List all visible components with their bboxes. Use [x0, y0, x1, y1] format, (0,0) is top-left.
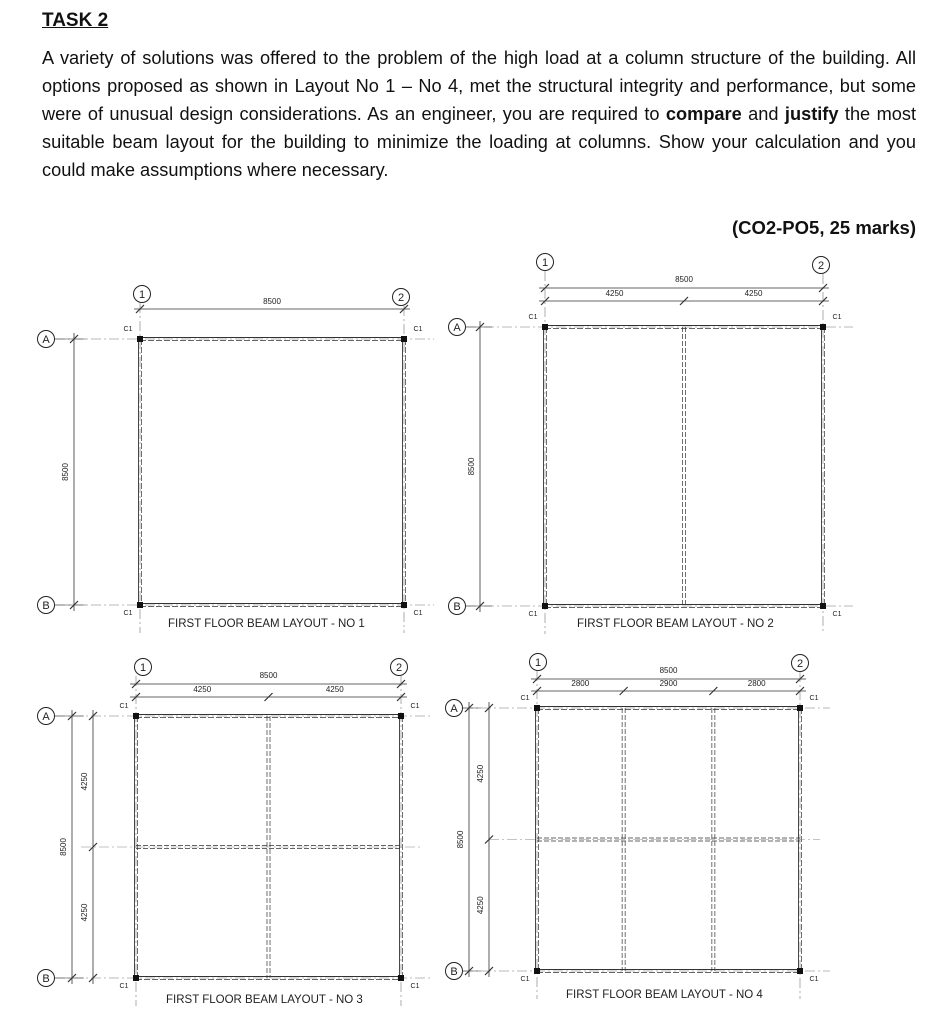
layout-3-span-height-label-1: 4250: [80, 772, 89, 791]
layout-2-overall-height-label: 8500: [467, 457, 476, 476]
layout-4-grid-bubble-1-label: 1: [534, 657, 542, 669]
layout-3-grid-bubble-b-label: B: [42, 973, 50, 985]
keyword-compare: compare: [665, 104, 742, 124]
layout-1-grid-bubble-2-label: 2: [397, 292, 405, 304]
layout-4-column-label-bottom-right: C1: [809, 976, 819, 983]
layout-4-caption: FIRST FLOOR BEAM LAYOUT - NO 4: [566, 989, 763, 1001]
layout-1-column: [137, 602, 143, 608]
layout-2-column-label-bottom-right: C1: [832, 611, 842, 618]
layout-3-column-label-top-left: C1: [119, 703, 129, 710]
layout-3-overall-width-label: 8500: [259, 671, 278, 680]
layout-2-column: [542, 324, 548, 330]
layout-2-column-label-top-right: C1: [832, 314, 842, 321]
layout-4-grid-bubble-a-label: A: [450, 703, 458, 715]
layout-4-column: [534, 705, 540, 711]
keyword-justify: justify: [784, 104, 839, 124]
layout-2-column: [542, 603, 548, 609]
layout-4-span-height-label-2: 4250: [476, 896, 485, 915]
layout-4-span-width-label-2: 2900: [659, 679, 678, 688]
layout-1-grid-bubble-b-label: B: [42, 600, 50, 612]
layout-1-overall-height-label: 8500: [61, 463, 70, 481]
layout-3-overall-height-label: 8500: [59, 838, 68, 856]
task-text-part-1: A variety of solutions was offered to the problem of the high load at a column structure of the building. All options proposed as shown in Layout No 1 – No 4, met the structural integrity and performance, but some were of unusual design considerations. As an engineer, you are required to: [42, 48, 916, 124]
layout-1-overall-width-label: 8500: [263, 297, 281, 306]
layout-1-column-label-top-right: C1: [413, 326, 423, 333]
layout-2-grid-bubble-b-label: B: [453, 601, 461, 613]
layout-2-column-label-bottom-left: C1: [528, 611, 538, 618]
layout-4-column: [797, 968, 803, 974]
layout-2-grid-bubble-1-label: 1: [541, 257, 549, 269]
layout-2-caption: FIRST FLOOR BEAM LAYOUT - NO 2: [577, 618, 774, 630]
layout-2-grid-bubble-a-label: A: [453, 322, 461, 334]
layout-1-column-label-bottom-left: C1: [123, 610, 133, 617]
layout-4-column-label-top-left: C1: [520, 695, 530, 702]
layout-3-column-label-top-right: C1: [410, 703, 420, 710]
task-text-part-3: the most suitable beam layout for the building to minimize the loading at columns. Show your calculation and you could make assumptions where necessary.: [42, 104, 916, 180]
layout-3-span-width-label-2: 4250: [325, 685, 344, 694]
layout-4-column-label-bottom-left: C1: [520, 976, 530, 983]
layout-2-span-width-label-2: 4250: [744, 289, 763, 298]
layout-3-column: [133, 975, 139, 981]
layout-1-grid-bubble-a-label: A: [42, 334, 50, 346]
layout-1-caption: FIRST FLOOR BEAM LAYOUT - NO 1: [168, 618, 365, 630]
layout-4-span-width-label-3: 2800: [747, 679, 766, 688]
layout-3-caption: FIRST FLOOR BEAM LAYOUT - NO 3: [166, 994, 363, 1006]
layout-1-column: [137, 336, 143, 342]
layout-2-column-label-top-left: C1: [528, 314, 538, 321]
layout-1-column-label-bottom-right: C1: [413, 610, 423, 617]
marks-label: (CO2-PO5, 25 marks): [731, 217, 916, 238]
layout-4-column: [797, 705, 803, 711]
layout-3-grid-bubble-2-label: 2: [395, 662, 403, 674]
layout-2-grid-bubble-2-label: 2: [817, 260, 825, 272]
layout-3-column: [398, 713, 404, 719]
layout-2-span-width-label-1: 4250: [605, 289, 624, 298]
layout-4-span-width-label-1: 2800: [571, 679, 590, 688]
layout-4-grid-bubble-2-label: 2: [796, 658, 804, 670]
layout-4-grid-bubble-b-label: B: [450, 966, 458, 978]
layout-2-column: [820, 603, 826, 609]
layout-3-span-width-label-1: 4250: [193, 685, 212, 694]
layout-4-overall-width-label: 8500: [659, 666, 678, 675]
layout-3-column: [398, 975, 404, 981]
layout-3-grid-bubble-1-label: 1: [139, 662, 147, 674]
layout-1-column: [401, 336, 407, 342]
layout-3-column-label-bottom-right: C1: [410, 983, 420, 990]
layout-1-column: [401, 602, 407, 608]
layout-1-grid-bubble-1-label: 1: [138, 289, 146, 301]
layout-3-grid-bubble-a-label: A: [42, 711, 50, 723]
layout-2-column: [820, 324, 826, 330]
task-text-part-2: and: [741, 104, 785, 124]
layout-4-overall-height-label: 8500: [456, 830, 465, 849]
task-title: TASK 2: [42, 10, 109, 31]
layout-2-overall-width-label: 8500: [675, 275, 693, 284]
layout-3-column: [133, 713, 139, 719]
layout-4-column: [534, 968, 540, 974]
layout-4-span-height-label-1: 4250: [476, 764, 485, 783]
layout-3-span-height-label-2: 4250: [80, 903, 89, 922]
layout-4-column-label-top-right: C1: [809, 695, 819, 702]
layout-1-column-label-top-left: C1: [123, 326, 133, 333]
layout-3-column-label-bottom-left: C1: [119, 983, 129, 990]
